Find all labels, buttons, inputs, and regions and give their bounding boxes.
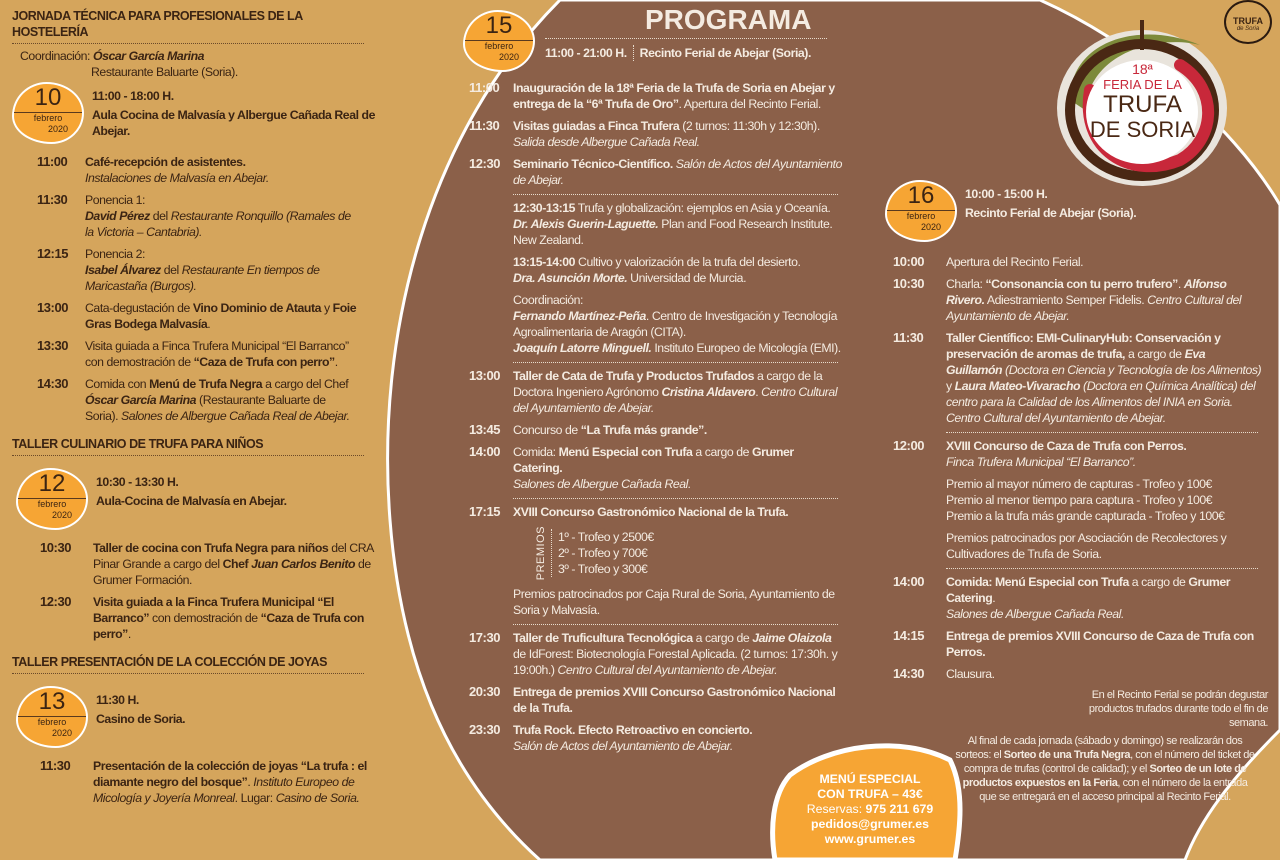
item-time: 23:30 bbox=[469, 722, 500, 738]
text-segment: En el Recinto Ferial se podrán degustar productos trufados durante todo el fin de semana. bbox=[1088, 689, 1268, 729]
header-wrap bbox=[16, 686, 384, 748]
text-segment: y bbox=[321, 301, 333, 315]
text-segment: Juan Carlos Benito bbox=[251, 557, 356, 571]
item-text bbox=[513, 630, 843, 678]
text-segment: Comida: Menú Especial con Trufa bbox=[946, 575, 1129, 589]
item-text bbox=[513, 684, 843, 716]
item-time: 12:15 bbox=[37, 246, 68, 261]
item-time: 12:00 bbox=[893, 438, 924, 453]
item-time: 14:00 bbox=[469, 444, 500, 459]
text-segment: a cargo del Chef bbox=[262, 377, 349, 391]
text-segment: Eva Guillamón bbox=[946, 347, 1206, 377]
schedule-item bbox=[893, 330, 1273, 426]
schedule-item bbox=[469, 254, 849, 286]
item-time: 11:30 bbox=[893, 330, 924, 345]
item-text bbox=[946, 476, 1264, 524]
premios-label: PREMIOS bbox=[535, 526, 547, 581]
text-segment: del bbox=[149, 209, 171, 223]
text-segment: Fernando Martínez-Peña bbox=[513, 309, 646, 323]
item-text bbox=[946, 254, 1264, 270]
item-time: 10:30 bbox=[40, 540, 71, 555]
text-segment: Comida: bbox=[513, 445, 559, 459]
schedule-item bbox=[893, 438, 1273, 470]
text-segment: Charla: bbox=[946, 277, 986, 291]
item-text bbox=[85, 246, 360, 294]
text-segment: Restaurante En tiempos de Maricastaña (Burgos). bbox=[85, 263, 320, 293]
text-segment: Dra. Asunción Morte. bbox=[513, 271, 628, 285]
text-segment: Dr. Alexis Guerin-Laguette. bbox=[513, 217, 659, 231]
text-segment: 12:30-13:15 bbox=[513, 201, 576, 215]
text-segment: (Doctora en Química Analítica) del centro para la Calidad de los Alimentos del INIA en Soria. Centro Cultural del Ayuntamiento de Abejar. bbox=[946, 379, 1256, 425]
item-time: 20:30 bbox=[469, 684, 500, 700]
text-segment: . Apertura del Recinto Ferial. bbox=[678, 97, 821, 111]
schedule-item bbox=[12, 338, 384, 370]
item-text bbox=[85, 192, 360, 240]
text-segment: Taller de cocina con Trufa Negra para niños bbox=[93, 541, 329, 555]
text-segment: Presentación de la colección de joyas “La trufa : el diamante negro del bosque” bbox=[93, 759, 367, 789]
text-segment: Taller de Cata de Trufa y Productos Trufados bbox=[513, 369, 754, 383]
text-segment: Clausura. bbox=[946, 667, 995, 681]
day13-header bbox=[16, 686, 384, 748]
text-segment: Taller de Truficultura Tecnológica bbox=[513, 631, 693, 646]
item-text bbox=[946, 628, 1264, 660]
text-segment: Isabel Álvarez bbox=[85, 263, 161, 277]
text-segment: Jaime Olaizola bbox=[752, 631, 832, 646]
header-wrap bbox=[12, 82, 384, 144]
text-segment: . bbox=[992, 591, 996, 605]
dotted-divider bbox=[946, 568, 1258, 569]
item-text bbox=[946, 330, 1264, 426]
prize-1: 1º - Trofeo y 2500€ bbox=[558, 530, 654, 545]
schedule-item bbox=[469, 200, 849, 248]
text-segment: Salones de Albergue Cañada Real. bbox=[513, 477, 691, 491]
text-segment: Centro Cultural del Ayuntamiento de Abejar. bbox=[513, 385, 838, 415]
item-text bbox=[513, 200, 843, 248]
item-text bbox=[946, 438, 1264, 470]
item-text bbox=[85, 376, 360, 424]
schedule-item bbox=[12, 192, 384, 240]
text-segment: . bbox=[207, 317, 211, 331]
schedule-item bbox=[893, 530, 1273, 562]
promo-email[interactable]: pedidos@grumer.es bbox=[811, 817, 929, 831]
text-segment: Entrega de premios XVIII Concurso de Caza de Trufa con Perros. bbox=[946, 629, 1254, 659]
text-segment: Seminario Técnico-Científico. bbox=[513, 157, 673, 171]
schedule-item bbox=[893, 574, 1273, 622]
schedule-item bbox=[893, 476, 1273, 524]
schedule-item bbox=[469, 504, 849, 520]
schedule-item bbox=[12, 300, 384, 332]
section-title-jornada: JORNADA TÉCNICA PARA PROFESIONALES DE LA HOSTELERÍA bbox=[12, 8, 364, 44]
text-segment: a cargo de bbox=[1125, 347, 1185, 361]
text-segment: Plan and Food Research Institute. New Zealand. bbox=[513, 217, 833, 247]
schedule-item bbox=[893, 666, 1273, 682]
item-text bbox=[513, 444, 843, 492]
item-time: 11:30 bbox=[469, 118, 500, 133]
badge-year: 2020 bbox=[920, 222, 942, 232]
item-time: 14:00 bbox=[893, 574, 924, 589]
badge-day: 16 bbox=[887, 182, 955, 211]
item-time: 11:30 bbox=[40, 758, 71, 773]
premios-list bbox=[551, 529, 654, 577]
text-segment: Premios patrocinados por Caja Rural de Soria, Ayuntamiento de Soria y Malvasía. bbox=[513, 587, 835, 618]
text-segment: Salón de Actos del Ayuntamiento de Abejar. bbox=[513, 739, 733, 754]
text-segment: con demostración de bbox=[149, 611, 261, 625]
text-segment: Óscar García Marina bbox=[85, 393, 197, 407]
text-segment: Salones de Albergue Cañada Real. bbox=[946, 607, 1124, 621]
text-segment: “Caza de Trufa con perro” bbox=[93, 611, 364, 641]
item-time: 12:30 bbox=[469, 156, 500, 171]
badge-day: 15 bbox=[465, 12, 533, 41]
text-segment: Instituto Europeo de Micología y Joyería Monreal bbox=[93, 775, 355, 805]
item-text bbox=[513, 422, 843, 438]
text-segment: Concurso de bbox=[513, 423, 581, 437]
header-hours: 10:30 - 13:30 H. bbox=[96, 475, 179, 489]
text-segment: Al final de cada jornada (sábado y domingo) se realizarán dos sorteos: el bbox=[955, 735, 1243, 761]
text-segment: a cargo de la Doctora Ingeniero Agrónomo bbox=[513, 369, 823, 399]
dotted-divider bbox=[513, 194, 838, 195]
text-segment: Grumer Catering. bbox=[513, 445, 794, 475]
text-segment: Salida desde Albergue Cañada Real. bbox=[513, 135, 700, 149]
text-segment: Alfonso Rivero. bbox=[946, 277, 1227, 307]
date-badge bbox=[885, 180, 957, 242]
schedule-item bbox=[12, 154, 384, 186]
item-time: 11:00 bbox=[469, 80, 500, 95]
schedule-item bbox=[12, 540, 384, 588]
header-venue: Aula-Cocina de Malvasía en Abejar. bbox=[96, 494, 287, 508]
text-segment: . Lugar: bbox=[234, 791, 276, 805]
day12-header bbox=[16, 468, 384, 530]
item-text bbox=[513, 722, 843, 754]
item-text bbox=[85, 300, 360, 332]
header-venue: Recinto Ferial de Abejar (Soria). bbox=[965, 206, 1137, 220]
text-segment: Taller Científico: EMI-CulinaryHub: Conservación y preservación de aromas de trufa, bbox=[946, 331, 1221, 361]
prize-3: 3º - Trofeo y 300€ bbox=[558, 562, 648, 577]
text-segment: Cristina Aldavero bbox=[661, 385, 756, 399]
schedule-item bbox=[469, 292, 849, 356]
item-text bbox=[85, 154, 360, 186]
coord-place: Restaurante Baluarte (Soria). bbox=[91, 65, 238, 79]
schedule-item bbox=[469, 156, 849, 188]
text-segment: Adiestramiento Semper Fidelis. bbox=[984, 293, 1148, 307]
text-segment: . bbox=[247, 775, 254, 789]
raffle-note bbox=[955, 734, 1255, 804]
header-venue: Aula Cocina de Malvasía y Albergue Cañada Real de Abejar. bbox=[92, 108, 375, 138]
item-text bbox=[85, 338, 360, 370]
day15-hours: 11:00 - 21:00 H. bbox=[545, 46, 627, 60]
item-time: 14:15 bbox=[893, 628, 924, 643]
schedule-item bbox=[893, 254, 1273, 270]
item-time: 13:45 bbox=[469, 422, 500, 437]
item-time: 17:15 bbox=[469, 504, 500, 519]
text-segment: . bbox=[127, 627, 131, 641]
schedule-item bbox=[469, 118, 849, 150]
menu-promo bbox=[790, 772, 950, 847]
coord-name: Óscar García Marina bbox=[93, 49, 205, 63]
schedule-item bbox=[469, 422, 849, 438]
section-title-joyas: TALLER PRESENTACIÓN DE LA COLECCIÓN DE JOYAS bbox=[12, 654, 364, 674]
text-segment: Cata-degustación de bbox=[85, 301, 193, 315]
header-text bbox=[92, 88, 382, 142]
page-title: PROGRAMA bbox=[645, 4, 812, 35]
schedule-item bbox=[469, 722, 849, 754]
header-hours: 10:00 - 15:00 H. bbox=[965, 187, 1048, 201]
text-segment: Grumer Catering bbox=[946, 575, 1231, 605]
text-segment: Coordinación: bbox=[513, 293, 584, 307]
text-segment: del CRA Pinar Grande a cargo del bbox=[93, 541, 374, 571]
badge-month: febrero bbox=[906, 211, 936, 221]
header-hours: 11:30 H. bbox=[96, 693, 139, 707]
text-segment: Comida con bbox=[85, 377, 150, 391]
schedule-item bbox=[893, 628, 1273, 660]
text-segment: Casino de Soria. bbox=[275, 791, 360, 805]
text-segment: Premio a la trufa más grande capturada - Trofeo y 100€ bbox=[946, 509, 1225, 523]
text-segment: Restaurante Ronquillo (Ramales de la Victoria – Cantabria). bbox=[85, 209, 351, 239]
text-segment: Foie Gras Bodega Malvasía bbox=[85, 301, 357, 331]
text-segment: , con el número de la entrada que se entregará en el acceso principal al Recinto Ferial. bbox=[979, 777, 1248, 803]
text-segment: Joaquín Latorre Minguell. bbox=[513, 341, 652, 355]
spacer bbox=[12, 678, 384, 686]
schedule-item bbox=[469, 80, 849, 112]
logo-line2: TRUFA bbox=[1103, 91, 1182, 118]
text-segment: Ponencia 1: bbox=[85, 193, 145, 207]
text-segment: . Centro de Investigación y Tecnología Agroalimentaria de Aragón (CITA). bbox=[513, 309, 838, 339]
schedule-item bbox=[893, 276, 1273, 324]
text-segment: Visitas guiadas a Finca Trufera bbox=[513, 119, 680, 133]
dotted-divider bbox=[513, 624, 838, 625]
text-segment: Entrega de premios XVIII Concurso Gastronómico Nacional de la Trufa. bbox=[513, 685, 836, 716]
logo-edition: 18ª bbox=[1132, 61, 1153, 77]
text-segment: de Grumer Formación. bbox=[93, 557, 371, 587]
item-text bbox=[93, 594, 378, 642]
left-column bbox=[12, 8, 384, 818]
text-segment: David Pérez bbox=[85, 209, 150, 223]
header-text bbox=[965, 186, 1265, 224]
item-text bbox=[93, 540, 378, 588]
badge-month: febrero bbox=[484, 41, 514, 51]
item-time: 13:30 bbox=[37, 338, 68, 353]
text-segment: de IdForest: Biotecnología Forestal Aplicada. (2 turnos: 17:30h. y 19:00h.) bbox=[513, 647, 838, 678]
dotted-divider bbox=[946, 432, 1258, 433]
day15-venue: Recinto Ferial de Abejar (Soria). bbox=[633, 45, 811, 61]
text-segment: Centro Cultural del Ayuntamiento de Abejar. bbox=[946, 293, 1242, 323]
header-wrap bbox=[16, 468, 384, 530]
date-badge bbox=[16, 686, 88, 748]
badge-year: 2020 bbox=[47, 124, 69, 134]
item-time: 10:30 bbox=[893, 276, 924, 291]
item-text bbox=[513, 368, 843, 416]
badge-month: febrero bbox=[37, 499, 67, 509]
text-segment: Café-recepción de asistentes. bbox=[85, 155, 246, 169]
schedule-item bbox=[469, 630, 849, 678]
badge-month: febrero bbox=[33, 113, 63, 123]
text-segment: Finca Trufera Municipal “El Barranco”. bbox=[946, 455, 1136, 469]
middle-column bbox=[469, 80, 849, 760]
text-segment: “Consonancia con tu perro trufero” bbox=[985, 277, 1178, 291]
trufa-de-soria-seal bbox=[1224, 0, 1272, 44]
text-segment: (Doctora en Ciencia y Tecnología de los Alimentos) bbox=[1002, 363, 1262, 377]
day16-header bbox=[885, 180, 1265, 242]
badge-day: 13 bbox=[18, 688, 86, 717]
date-badge bbox=[463, 10, 535, 72]
item-text bbox=[513, 118, 843, 150]
header-text bbox=[96, 692, 384, 730]
header-text bbox=[96, 474, 384, 512]
item-text bbox=[93, 758, 378, 806]
item-text bbox=[513, 504, 843, 520]
text-segment: Trufa y globalización: ejemplos en Asia y Oceanía. bbox=[575, 201, 831, 215]
header-hours: 11:00 - 18:00 H. bbox=[92, 89, 174, 103]
text-segment: Salones de Albergue Cañada Real de Abejar. bbox=[121, 409, 350, 423]
text-segment: Apertura del Recinto Ferial. bbox=[946, 255, 1084, 269]
coordination bbox=[20, 48, 384, 64]
day15-header bbox=[463, 4, 883, 74]
feria-logo bbox=[1050, 20, 1235, 190]
seal-sub: de Soria bbox=[1236, 26, 1260, 32]
day10-header bbox=[12, 82, 384, 144]
item-text bbox=[513, 156, 843, 188]
schedule-item bbox=[469, 586, 849, 618]
promo-line2: CON TRUFA – 43€ bbox=[817, 787, 923, 801]
text-segment: Chef bbox=[222, 557, 252, 571]
spacer bbox=[12, 460, 384, 468]
promo-phone: 975 211 679 bbox=[865, 802, 934, 816]
text-segment: y bbox=[946, 379, 955, 393]
text-segment: Centro Cultural del Ayuntamiento de Abejar. bbox=[557, 663, 778, 678]
text-segment: Cultivo y valorización de la trufa del desierto. bbox=[575, 255, 801, 269]
text-segment: Instalaciones de Malvasía en Abejar. bbox=[85, 171, 269, 185]
item-time: 11:30 bbox=[37, 192, 68, 207]
schedule-item bbox=[12, 594, 384, 642]
badge-day: 12 bbox=[18, 470, 86, 499]
text-segment: . bbox=[1177, 277, 1184, 291]
badge-year: 2020 bbox=[51, 728, 73, 738]
text-segment: Instituto Europeo de Micología (EMI). bbox=[651, 341, 841, 355]
item-time: 17:30 bbox=[469, 630, 500, 646]
date-badge bbox=[12, 82, 84, 144]
text-segment: Laura Mateo-Vivaracho bbox=[954, 379, 1081, 393]
text-segment: Sorteo de una Trufa Negra bbox=[1003, 749, 1131, 761]
text-segment: Salón de Actos del Ayuntamiento de Abejar. bbox=[513, 157, 842, 187]
text-segment: “Caza de Trufa con perro” bbox=[193, 355, 335, 369]
title-underline bbox=[545, 38, 827, 39]
schedule-item bbox=[12, 376, 384, 424]
text-segment: Visita guiada a la Finca Trufera Municipal “El Barranco” bbox=[93, 595, 334, 625]
item-text bbox=[513, 292, 843, 356]
text-segment: Menú Especial con Trufa bbox=[558, 445, 693, 459]
item-time: 13:00 bbox=[37, 300, 68, 315]
dotted-divider bbox=[513, 362, 838, 363]
prize-2: 2º - Trofeo y 700€ bbox=[558, 546, 648, 561]
day16-header bbox=[885, 180, 1265, 252]
schedule-item bbox=[469, 684, 849, 716]
text-segment: (Restaurante Baluarte de Soria). bbox=[85, 393, 326, 423]
item-text bbox=[513, 254, 843, 286]
dotted-divider bbox=[513, 498, 838, 499]
text-segment: Ponencia 2: bbox=[85, 247, 145, 261]
text-segment: , con el número del ticket de compra de trufas (control de calidad); y el bbox=[963, 749, 1255, 775]
text-segment: Inauguración de la 18ª Feria de la Trufa de Soria en Abejar y entrega de la “6ª Trufa de Oro” bbox=[513, 81, 835, 111]
schedule-item bbox=[469, 368, 849, 416]
item-text bbox=[946, 530, 1264, 562]
text-segment: XVIII Concurso Gastronómico Nacional de la Trufa. bbox=[513, 505, 789, 519]
promo-web[interactable]: www.grumer.es bbox=[824, 832, 916, 846]
item-time: 14:30 bbox=[893, 666, 924, 681]
text-segment: (2 turnos: 11:30h y 12:30h). bbox=[679, 119, 820, 133]
text-segment: a cargo de bbox=[692, 631, 753, 646]
item-time: 10:00 bbox=[893, 254, 924, 269]
day15-hours-venue bbox=[545, 45, 811, 61]
text-segment: a cargo de bbox=[1128, 575, 1189, 589]
text-segment: . bbox=[755, 385, 762, 399]
schedule-item bbox=[12, 246, 384, 294]
text-segment: Premio al mayor número de capturas - Trofeo y 100€ bbox=[946, 477, 1212, 491]
tasting-note bbox=[1078, 688, 1268, 730]
text-segment: “La Trufa más grande”. bbox=[580, 423, 707, 437]
item-text bbox=[946, 276, 1264, 324]
text-segment: Sorteo de un lote de productos expuestos en la Feria bbox=[962, 763, 1247, 789]
date-badge bbox=[16, 468, 88, 530]
coord-label: Coordinación: bbox=[20, 49, 91, 63]
item-time: 11:00 bbox=[37, 154, 68, 169]
item-text bbox=[946, 666, 1264, 682]
text-segment: XVIII Concurso de Caza de Trufa con Perros. bbox=[946, 439, 1187, 453]
badge-day: 10 bbox=[14, 84, 82, 113]
right-column bbox=[893, 254, 1273, 804]
premios-block bbox=[535, 526, 849, 580]
item-text bbox=[946, 574, 1264, 622]
badge-year: 2020 bbox=[51, 510, 73, 520]
reservas-label: Reservas: bbox=[806, 802, 863, 816]
spacer bbox=[12, 812, 384, 818]
schedule-item bbox=[12, 758, 384, 806]
text-segment: Trufa Rock. Efecto Retroactivo en concierto. bbox=[513, 723, 753, 738]
text-segment: Premio al menor tiempo para captura - Trofeo y 100€ bbox=[946, 493, 1213, 507]
schedule-item bbox=[469, 444, 849, 492]
badge-year: 2020 bbox=[498, 52, 520, 62]
item-time: 13:00 bbox=[469, 368, 500, 383]
text-segment: 13:15-14:00 bbox=[513, 255, 576, 269]
text-segment: Vino Dominio de Atauta bbox=[192, 301, 322, 315]
item-time: 12:30 bbox=[40, 594, 71, 609]
header-venue: Casino de Soria. bbox=[96, 712, 186, 726]
text-segment: Universidad de Murcia. bbox=[627, 271, 747, 285]
text-segment: Visita guiada a Finca Trufera Municipal “El Barranco” con demostración de bbox=[85, 339, 349, 369]
item-text bbox=[513, 80, 843, 112]
text-segment: Premios patrocinados por Asociación de Recolectores y Cultivadores de Trufa de Soria. bbox=[946, 531, 1227, 561]
seal-name: TRUFA bbox=[1233, 16, 1263, 26]
text-segment: a cargo de bbox=[692, 445, 752, 459]
logo-line3: DE SORIA bbox=[1089, 117, 1196, 142]
item-text bbox=[513, 586, 843, 618]
logo-line1: FERIA DE LA bbox=[1103, 77, 1182, 92]
section-title-ninos: TALLER CULINARIO DE TRUFA PARA NIÑOS bbox=[12, 436, 364, 456]
badge-month: febrero bbox=[37, 717, 67, 727]
item-time: 14:30 bbox=[37, 376, 68, 391]
text-segment: Menú de Trufa Negra bbox=[149, 377, 263, 391]
promo-line1: MENÚ ESPECIAL bbox=[819, 772, 921, 786]
text-segment: . bbox=[334, 355, 338, 369]
text-segment: del bbox=[160, 263, 182, 277]
